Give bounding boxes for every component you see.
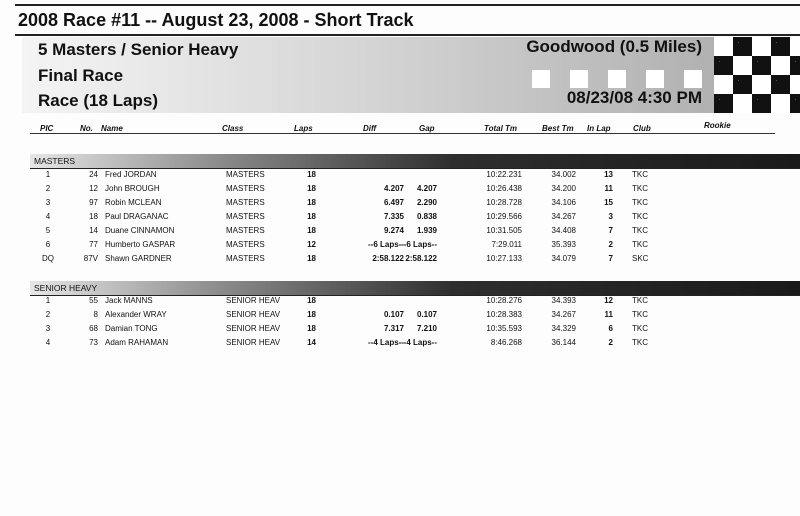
section-title: MASTERS [34, 156, 76, 166]
cell-inlap: 2 [608, 240, 613, 249]
col-laps: Laps [294, 124, 313, 133]
cell-pic: 2 [45, 184, 51, 193]
checker-square [608, 70, 626, 88]
cell-inlap: 2 [608, 338, 613, 347]
cell-total: 10:31.505 [486, 226, 522, 235]
cell-class: SENIOR HEAV [226, 296, 281, 305]
table-row [0, 212, 800, 225]
cell-no: 55 [89, 296, 98, 305]
col-inlap: In Lap [587, 124, 611, 133]
cell-class: SENIOR HEAV [226, 310, 281, 319]
table-row [0, 338, 800, 351]
checker-square [570, 70, 588, 88]
cell-class: SENIOR HEAV [226, 338, 281, 347]
cell-inlap: 3 [608, 212, 613, 221]
table-row [0, 184, 800, 197]
cell-laps: 18 [307, 254, 316, 263]
cell-club: TKC [632, 198, 648, 207]
col-rookie: Rookie [704, 121, 731, 130]
cell-laps: 18 [307, 324, 316, 333]
cell-laps: 18 [307, 310, 316, 319]
cell-laps: 12 [307, 240, 316, 249]
cell-name: Duane CINNAMON [105, 226, 175, 235]
cell-class: MASTERS [226, 198, 265, 207]
cell-inlap: 7 [608, 226, 613, 235]
cell-best: 35.393 [551, 240, 576, 249]
cell-diff: 7.335 [383, 212, 404, 221]
race-banner [22, 37, 800, 113]
cell-club: TKC [632, 170, 648, 179]
checker-square [646, 70, 664, 88]
cell-gap: --6 Laps-- [401, 240, 437, 249]
cell-total: 7:29.011 [491, 240, 522, 249]
cell-inlap: 15 [604, 198, 613, 207]
cell-gap: --4 Laps-- [401, 338, 437, 347]
cell-name: Damian TONG [105, 324, 158, 333]
cell-no: 73 [89, 338, 98, 347]
cell-inlap: 11 [604, 310, 613, 319]
cell-name: Jack MANNS [105, 296, 153, 305]
section-header-senior-heavy [30, 281, 800, 295]
cell-pic: DQ [42, 254, 54, 263]
cell-total: 10:27.133 [486, 254, 522, 263]
col-best: Best Tm [542, 124, 574, 133]
cell-total: 10:28.728 [486, 198, 522, 207]
table-row [0, 198, 800, 211]
cell-class: MASTERS [226, 240, 265, 249]
col-gap: Gap [419, 124, 435, 133]
col-total: Total Tm [484, 124, 518, 133]
race-type: Final Race [38, 66, 124, 85]
cell-diff: 7.317 [383, 324, 404, 333]
cell-best: 36.144 [551, 338, 576, 347]
cell-club: TKC [632, 338, 648, 347]
banner-rule [15, 34, 800, 36]
page-title: 2008 Race #11 -- August 23, 2008 - Short Track [18, 10, 414, 30]
cell-laps: 14 [307, 338, 316, 347]
col-diff: Diff [363, 124, 377, 133]
cell-diff: --4 Laps-- [368, 338, 404, 347]
cell-best: 34.393 [551, 296, 576, 305]
cell-total: 10:26.438 [486, 184, 522, 193]
cell-club: TKC [632, 324, 648, 333]
cell-gap: 4.207 [416, 184, 437, 193]
cell-laps: 18 [307, 184, 316, 193]
cell-club: TKC [632, 212, 648, 221]
header-rule [30, 133, 775, 134]
cell-class: SENIOR HEAV [226, 324, 281, 333]
cell-inlap: 12 [604, 296, 613, 305]
cell-pic: 1 [45, 296, 51, 305]
section-rule [30, 168, 800, 169]
col-class: Class [222, 124, 244, 133]
cell-gap: 0.107 [416, 310, 437, 319]
cell-class: MASTERS [226, 226, 265, 235]
cell-no: 87V [83, 254, 98, 263]
cell-pic: 3 [45, 324, 51, 333]
cell-name: Alexander WRAY [105, 310, 167, 319]
cell-club: TKC [632, 184, 648, 193]
col-pic: PIC [40, 124, 54, 133]
cell-inlap: 6 [608, 324, 613, 333]
cell-name: Humberto GASPAR [105, 240, 176, 249]
cell-gap: 1.939 [416, 226, 437, 235]
cell-total: 10:28.276 [486, 296, 522, 305]
cell-class: MASTERS [226, 254, 265, 263]
cell-pic: 4 [45, 212, 51, 221]
cell-class: MASTERS [226, 212, 265, 221]
cell-name: Shawn GARDNER [105, 254, 172, 263]
cell-laps: 18 [307, 296, 316, 305]
track-name: Goodwood (0.5 Miles) [526, 37, 702, 56]
cell-no: 68 [89, 324, 98, 333]
section-title: SENIOR HEAVY [34, 283, 98, 293]
cell-best: 34.079 [551, 254, 576, 263]
cell-club: TKC [632, 226, 648, 235]
cell-laps: 18 [307, 170, 316, 179]
cell-gap: 2:58.122 [405, 254, 437, 263]
cell-diff: 4.207 [383, 184, 404, 193]
checkered-flag-icon [714, 37, 800, 113]
cell-class: MASTERS [226, 184, 265, 193]
cell-diff: 6.497 [383, 198, 404, 207]
cell-no: 24 [89, 170, 98, 179]
cell-no: 77 [89, 240, 98, 249]
cell-name: Robin MCLEAN [105, 198, 162, 207]
cell-pic: 3 [45, 198, 51, 207]
cell-pic: 6 [45, 240, 51, 249]
cell-best: 34.106 [551, 198, 576, 207]
cell-inlap: 13 [604, 170, 613, 179]
cell-club: TKC [632, 240, 648, 249]
cell-total: 10:28.383 [486, 310, 522, 319]
cell-no: 97 [89, 198, 98, 207]
table-row [0, 310, 800, 323]
cell-no: 12 [89, 184, 98, 193]
cell-total: 10:35.593 [486, 324, 522, 333]
cell-total: 10:22.231 [486, 170, 522, 179]
cell-diff: 2:58.122 [372, 254, 404, 263]
table-row [0, 226, 800, 239]
cell-no: 14 [89, 226, 98, 235]
cell-gap: 7.210 [416, 324, 437, 333]
cell-total: 10:29.566 [486, 212, 522, 221]
cell-best: 34.002 [551, 170, 576, 179]
col-name: Name [101, 124, 123, 133]
race-date-time: 08/23/08 4:30 PM [566, 88, 702, 107]
cell-class: MASTERS [226, 170, 265, 179]
cell-best: 34.267 [551, 212, 576, 221]
col-no: No. [80, 124, 93, 133]
cell-diff: --6 Laps-- [368, 240, 404, 249]
cell-pic: 5 [45, 226, 51, 235]
cell-total: 8:46.268 [490, 338, 522, 347]
cell-inlap: 7 [608, 254, 613, 263]
table-row [0, 296, 800, 309]
col-club: Club [633, 124, 651, 133]
cell-name: Fred JORDAN [105, 170, 157, 179]
cell-no: 18 [89, 212, 98, 221]
cell-laps: 18 [307, 212, 316, 221]
cell-pic: 4 [45, 338, 51, 347]
top-rule [15, 4, 800, 6]
table-row [0, 170, 800, 183]
section-header-masters [30, 154, 800, 168]
cell-club: SKC [632, 254, 649, 263]
cell-pic: 1 [45, 170, 51, 179]
table-row [0, 240, 800, 253]
cell-gap: 0.838 [416, 212, 437, 221]
cell-club: TKC [632, 310, 648, 319]
cell-pic: 2 [45, 310, 51, 319]
table-row [0, 324, 800, 337]
cell-diff: 9.274 [383, 226, 404, 235]
column-headers [0, 121, 800, 136]
cell-diff: 0.107 [383, 310, 404, 319]
cell-club: TKC [632, 296, 648, 305]
cell-no: 8 [93, 310, 98, 319]
cell-gap: 2.290 [416, 198, 437, 207]
table-row [0, 254, 800, 267]
cell-best: 34.200 [551, 184, 576, 193]
cell-laps: 18 [307, 198, 316, 207]
cell-best: 34.267 [551, 310, 576, 319]
cell-best: 34.408 [551, 226, 576, 235]
checker-square [684, 70, 702, 88]
cell-inlap: 11 [604, 184, 613, 193]
class-name: 5 Masters / Senior Heavy [38, 40, 239, 59]
cell-name: John BROUGH [105, 184, 160, 193]
cell-name: Paul DRAGANAC [105, 212, 169, 221]
race-laps: Race (18 Laps) [38, 91, 158, 110]
cell-best: 34.329 [551, 324, 576, 333]
checker-square [532, 70, 550, 88]
cell-laps: 18 [307, 226, 316, 235]
cell-name: Adam RAHAMAN [105, 338, 169, 347]
